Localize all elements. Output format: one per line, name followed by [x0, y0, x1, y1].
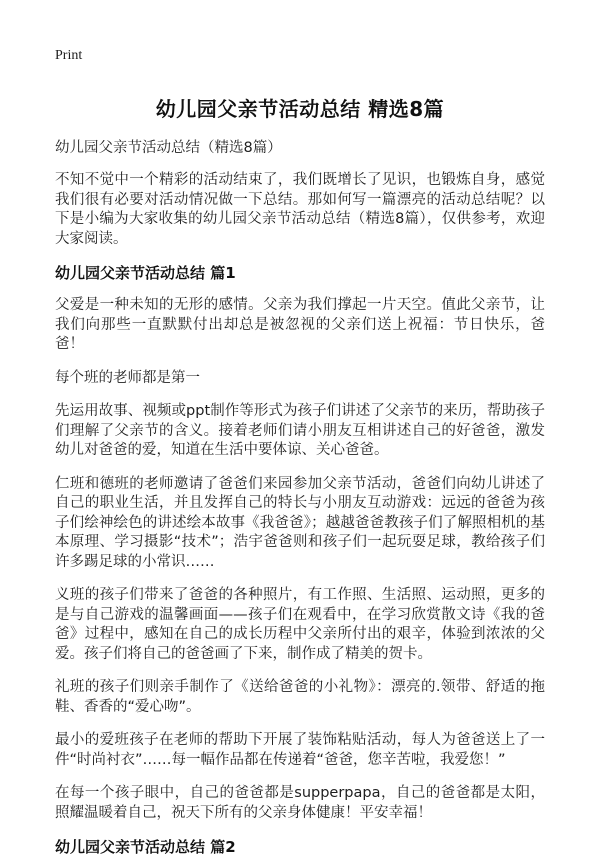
- paragraph: 在每一个孩子眼中，自己的爸爸都是supperpapa，自己的爸爸都是太阳，照耀温暖着自己，祝天下所有的父亲身体健康！平安幸福！: [55, 785, 545, 821]
- section-1-heading: 幼儿园父亲节活动总结 篇1: [55, 264, 236, 282]
- paragraph: 每个班的老师都是第一: [55, 369, 200, 386]
- intro-paragraph: 不知不觉中一个精彩的活动结束了，我们既增长了见识，也锻炼自身，感觉我们很有必要对活动情况做一下总结。那如何写一篇漂亮的活动总结呢？以下是小编为大家收集的幼儿园父亲节活动总结（精选8篇），仅供参考，欢迎大家阅读。: [55, 172, 545, 247]
- paragraph: 先运用故事、视频或ppt制作等形式为孩子们讲述了父亲节的来历，帮助孩子们理解了父亲节的含义。接着老师们请小朋友互相讲述自己的好爸爸，激发幼儿对爸爸的爱，知道在生活中要体谅、关心爸爸。: [55, 403, 545, 458]
- paragraph: 父爱是一种未知的无形的感情。父亲为我们撑起一片天空。值此父亲节，让我们向那些一直默默付出却总是被忽视的父亲们送上祝福：节日快乐，爸爸！: [55, 297, 545, 352]
- section-2-heading: 幼儿园父亲节活动总结 篇2: [55, 838, 236, 856]
- print-link[interactable]: Print: [55, 48, 83, 63]
- document-subtitle: 幼儿园父亲节活动总结（精选8篇）: [55, 140, 282, 156]
- document-title: 幼儿园父亲节活动总结 精选8篇: [155, 97, 445, 121]
- paragraph: 最小的爱班孩子在老师的帮助下开展了装饰粘贴活动，每人为爸爸送上了一件“时尚衬衣”……每一幅作品都在传递着“爸爸，您辛苦啦，我爱您！”: [55, 732, 545, 768]
- paragraph: 礼班的孩子们则亲手制作了《送给爸爸的小礼物》：漂亮的.领带、舒适的拖鞋、香香的“爱心吻”。: [55, 679, 545, 715]
- paragraph: 义班的孩子们带来了爸爸的各种照片，有工作照、生活照、运动照，更多的是与自己游戏的温馨画面——孩子们在观看中，在学习欣赏散文诗《我的爸爸》过程中，感知在自己的成长历程中父亲所付出的艰辛，体验到浓浓的父爱。孩子们将自己的爸爸画了下来，制作成了精美的贺卡。: [55, 587, 545, 662]
- paragraph: 仁班和德班的老师邀请了爸爸们来园参加父亲节活动，爸爸们向幼儿讲述了自己的职业生活，并且发挥自己的特长与小朋友互动游戏：远远的爸爸为孩子们绘神绘色的讲述绘本故事《我爸爸》；越越爸爸教孩子们了解照相机的基本原理、学习摄影“技术”；浩宇爸爸则和孩子们一起玩耍足球，教给孩子们许多踢足球的小常识……: [55, 475, 545, 570]
